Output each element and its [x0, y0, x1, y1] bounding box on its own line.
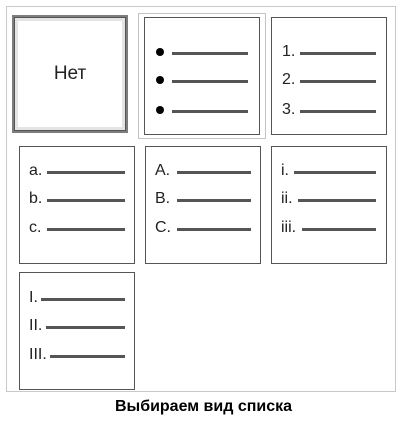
list-marker: C. [155, 219, 171, 236]
list-option-lower-roman[interactable] [271, 146, 387, 264]
text-line [172, 80, 248, 83]
list-row [272, 218, 386, 238]
list-option-upper-alpha[interactable] [145, 146, 261, 264]
list-marker: B. [155, 190, 171, 207]
list-marker: III. [29, 346, 47, 363]
list-row [20, 218, 134, 238]
list-row [272, 189, 386, 209]
list-row [272, 42, 386, 62]
list-row [20, 288, 134, 308]
list-marker: b. [29, 190, 43, 207]
list-marker: 2. [282, 71, 296, 88]
option-none-label: Нет [53, 63, 87, 84]
list-row [146, 218, 260, 238]
text-line [50, 355, 125, 358]
bullet-dot-icon [156, 48, 164, 56]
list-marker: i. [281, 162, 289, 179]
list-row [20, 189, 134, 209]
list-option-none[interactable] [12, 15, 128, 133]
text-line [172, 52, 248, 55]
list-row [145, 42, 259, 62]
text-line [47, 199, 125, 202]
list-row [146, 189, 260, 209]
bullet-dot-icon [156, 106, 164, 114]
list-marker: 3. [282, 101, 296, 118]
text-line [300, 110, 376, 113]
text-line [41, 298, 125, 301]
text-line [46, 326, 125, 329]
text-line [177, 228, 251, 231]
text-line [47, 228, 125, 231]
list-option-lower-alpha[interactable] [19, 146, 135, 264]
list-style-gallery [6, 6, 396, 392]
figure-caption: Выбираем вид списка [114, 398, 293, 415]
text-line [300, 80, 376, 83]
list-marker: c. [29, 219, 42, 236]
list-row [20, 161, 134, 181]
list-option-bullets[interactable] [144, 17, 260, 135]
list-row [272, 70, 386, 90]
text-line [302, 228, 376, 231]
list-row [20, 316, 134, 336]
list-row [272, 100, 386, 120]
list-marker: a. [29, 162, 43, 179]
list-marker: I. [29, 289, 38, 306]
text-line [294, 171, 376, 174]
text-line [172, 110, 248, 113]
text-line [177, 171, 251, 174]
text-line [300, 52, 376, 55]
list-option-upper-roman[interactable] [19, 272, 135, 390]
text-line [47, 171, 125, 174]
list-row [146, 161, 260, 181]
list-marker: ii. [281, 190, 293, 207]
list-marker: 1. [282, 43, 296, 60]
list-row [145, 100, 259, 120]
list-row [145, 70, 259, 90]
text-line [298, 199, 376, 202]
list-marker: II. [29, 317, 43, 334]
list-row [272, 161, 386, 181]
text-line [177, 199, 251, 202]
list-row [20, 345, 134, 365]
list-marker: A. [155, 162, 171, 179]
list-marker: iii. [281, 219, 297, 236]
bullet-dot-icon [156, 76, 164, 84]
list-option-numbers[interactable] [271, 17, 387, 135]
